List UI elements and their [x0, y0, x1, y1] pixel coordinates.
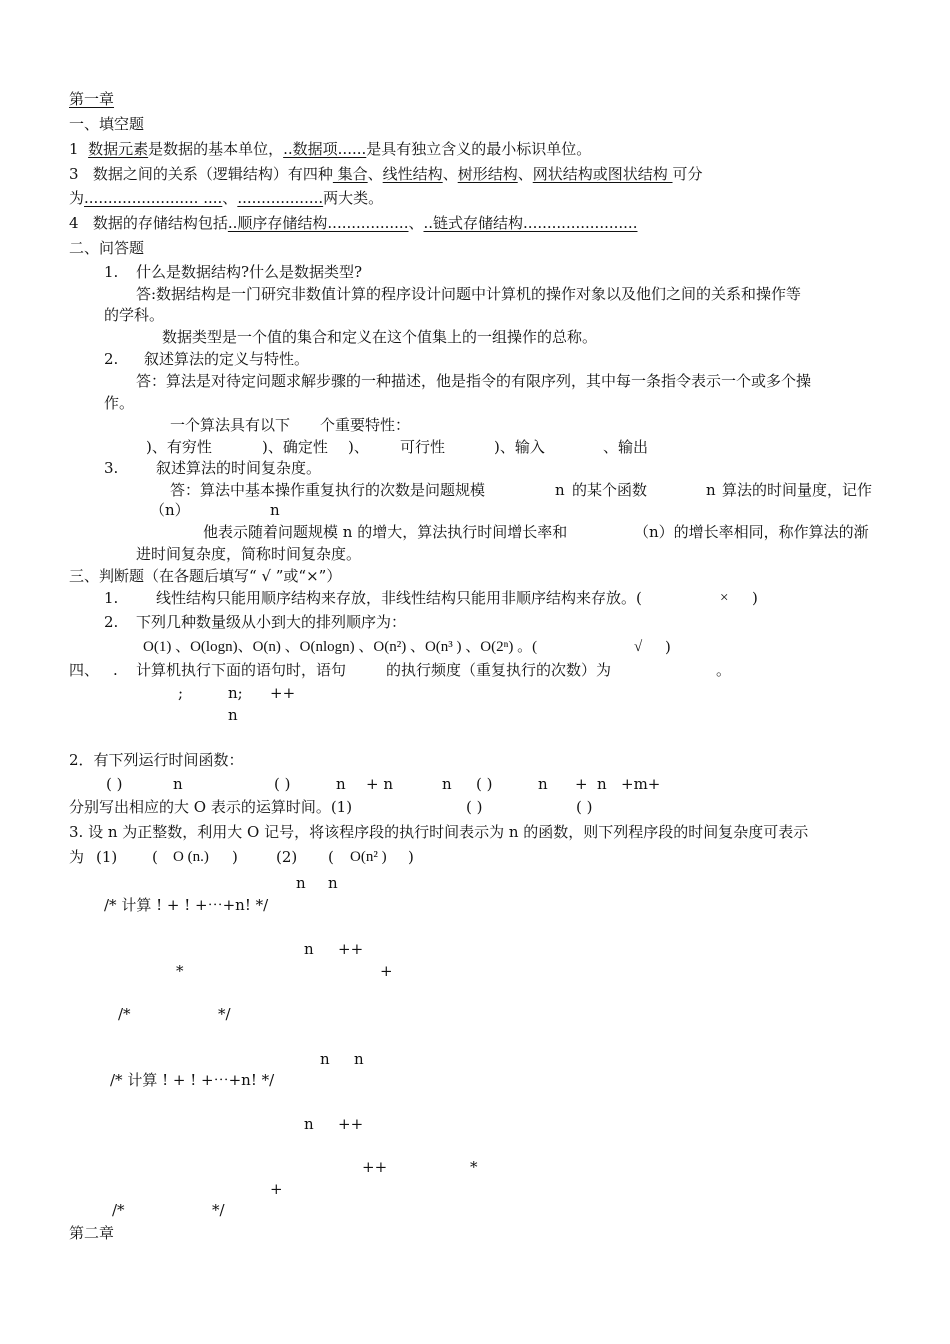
- qa-2-number: 2.: [104, 350, 119, 368]
- problem-2-title: 2．有下列运行时间函数：: [69, 751, 244, 769]
- feature-output: 、输出: [603, 438, 649, 456]
- feature-definiteness: )、确定性: [262, 438, 328, 456]
- qa-3-question: 叙述算法的时间复杂度。: [156, 459, 322, 477]
- answer-data-item: ..数据项......: [283, 140, 367, 158]
- judge-2-sequence: O(1) 、O(logn)、O(n) 、O(nlogn) 、O(n²) 、O(n³ ) 、O(2ⁿ) 。(: [143, 639, 538, 655]
- feature-feasibility: 可行性: [400, 438, 446, 456]
- section-judge-title: 三、判断题（在各题后填写“ √ ”或“×”）: [69, 567, 342, 585]
- qa-2-answer: 答：算法是对待定问题求解步骤的一种描述，他是指令的有限序列，其中每一条指令表示一个或多个操: [136, 372, 812, 390]
- qa-3-answer: 答：算法中基本操作重复执行的次数是问题规模: [170, 481, 486, 499]
- fill-question-1: 1 数据元素是数据的基本单位，..数据项......是具有独立含义的最小标识单位。: [69, 140, 592, 158]
- section-qa-title: 二、问答题: [69, 239, 145, 257]
- chapter-2-title: 第二章: [69, 1224, 115, 1242]
- problem-2-instruction: 分别写出相应的大 O 表示的运算时间。(1): [69, 798, 353, 816]
- problem-3-title: 3. 设 n 为正整数，利用大 O 记号，将该程序段的执行时间表示为 n 的函数，则下列程序段的时间复杂度可表示: [69, 823, 809, 841]
- section-fill-blank-title: 一、填空题: [69, 115, 145, 133]
- qa-1-answer-cont: 的学科。: [104, 306, 165, 324]
- judge-1-answer: ×: [720, 590, 729, 606]
- judge-2-answer: √: [634, 639, 643, 655]
- fill-question-4: 4 数据的存储结构包括..顺序存储结构.................、..链式存储结构........................: [69, 214, 638, 232]
- judge-2-question: 下列几种数量级从小到大的排列顺序为：: [136, 613, 407, 631]
- answer-data-element: 数据元素: [88, 140, 149, 158]
- qa-1-question: 什么是数据结构?什么是数据类型?: [136, 263, 363, 281]
- qa-1-number: 1.: [104, 263, 119, 281]
- judge-1-question: 线性结构只能用顺序结构来存放，非线性结构只能用非顺序结构来存放。(: [156, 589, 642, 607]
- chapter-1-title: 第一章: [69, 90, 115, 108]
- code-comment-1: /* 计算 ! + ! +⋯+n! */: [104, 896, 269, 914]
- qa-2-features-intro: 一个算法具有以下: [170, 416, 291, 434]
- fill-question-3: 3 数据之间的关系（逻辑结构）有四种 集合、线性结构、树形结构、网状结构或图状结构 可分: [69, 165, 703, 183]
- problem-3-answer-1: O (n.): [173, 849, 209, 865]
- qa-2-features-intro-2: 个重要特性：: [320, 416, 411, 434]
- qa-1-answer-2: 数据类型是一个值的集合和定义在这个值集上的一组操作的总称。: [162, 328, 598, 346]
- fill-question-3-line-2: 为........................ ....、..................两大类。: [69, 189, 384, 207]
- document-page: 第一章 一、填空题 1 数据元素是数据的基本单位，..数据项......是具有独立含义的最小标识单位。 3 数据之间的关系（逻辑结构）有四种 集合、线性结构、树形结构、网状结构或图状结构 可分 为........................ ....、..................两大类。 4 数据的存储结构包括..顺序存储结构.................、..链式存储结构........................ 二、问答题 1. 什么是数据结构?什么是数据类型? 答:数据结构是一门研究非数值计算的程序设计问题中计算机的操作对象以及他们之间的关系和操作等 的学科。 数据类型是一个值的集合和定义在这个值集上的一组操作的总称。 2. 叙述算法的定义与特性。 答：算法是对待定问题求解步骤的一种描述，他是指令的有限序列，其中每一条指令表示一个或多个操 作。 一个算法具有以下 个重要特性： )、有穷性 )、确定性 )、 可行性 )、输入 、输出 3. 叙述算法的时间复杂度。 答：算法中基本操作重复执行的次数是问题规模 n 的某个函数 n 算法的时间量度，记作 （n） n 他表示随着问题规模 n 的增大，算法执行时间增长率和 （n）的增长率相同，称作算法的渐 进时间复杂度，简称时间复杂度。 三、判断题（在各题后填写“ √ ”或“×”） 1. 线性结构只能用顺序结构来存放，非线性结构只能用非顺序结构来存放。( × ) 2. 下列几种数量级从小到大的排列顺序为： O(1) 、O(logn)、O(n) 、O(nlogn) 、O(n²) 、O(n³ ) 、O(2ⁿ) 。( √ ) 四、 . 计算机执行下面的语句时，语句 的执行频度（重复执行的次数）为 。 ; n; ++ n 2．有下列运行时间函数： ( ) n ( ) n + n n ( ) n + n +m+ 分别写出相应的大 O 表示的运算时间。(1) ( ) ( ) 3. 设 n 为正整数，利用大 O 记号，将该程序段的执行时间表示为 n 的函数，则下列程序段的时间复杂度可表示 为 (1) ( O (n.) ) (2) ( O(n² ) ) n n /* 计算 ! + ! +⋯+n! */ n ++ * + /* */ n n /* 计算 ! + ! +⋯+n! */ n ++ ++ * + /* */ 第二章: [69, 90, 873, 1242]
- feature-input: )、输入: [494, 438, 545, 456]
- feature-finiteness: )、有穷性: [146, 438, 212, 456]
- qa-2-question: 叙述算法的定义与特性。: [144, 350, 310, 368]
- qa-1-answer: 答:数据结构是一门研究非数值计算的程序设计问题中计算机的操作对象以及他们之间的关系和操作等: [136, 285, 802, 303]
- qa-2-answer-cont: 作。: [104, 394, 135, 412]
- section-4-title: 四、: [69, 661, 100, 679]
- qa-3-number: 3.: [104, 459, 119, 477]
- section-4-question: 计算机执行下面的语句时，语句: [136, 661, 347, 679]
- problem-3-answer-2: O(n² ): [350, 849, 387, 865]
- code-comment-2: /* 计算 ! + ! +⋯+n! */: [110, 1071, 275, 1089]
